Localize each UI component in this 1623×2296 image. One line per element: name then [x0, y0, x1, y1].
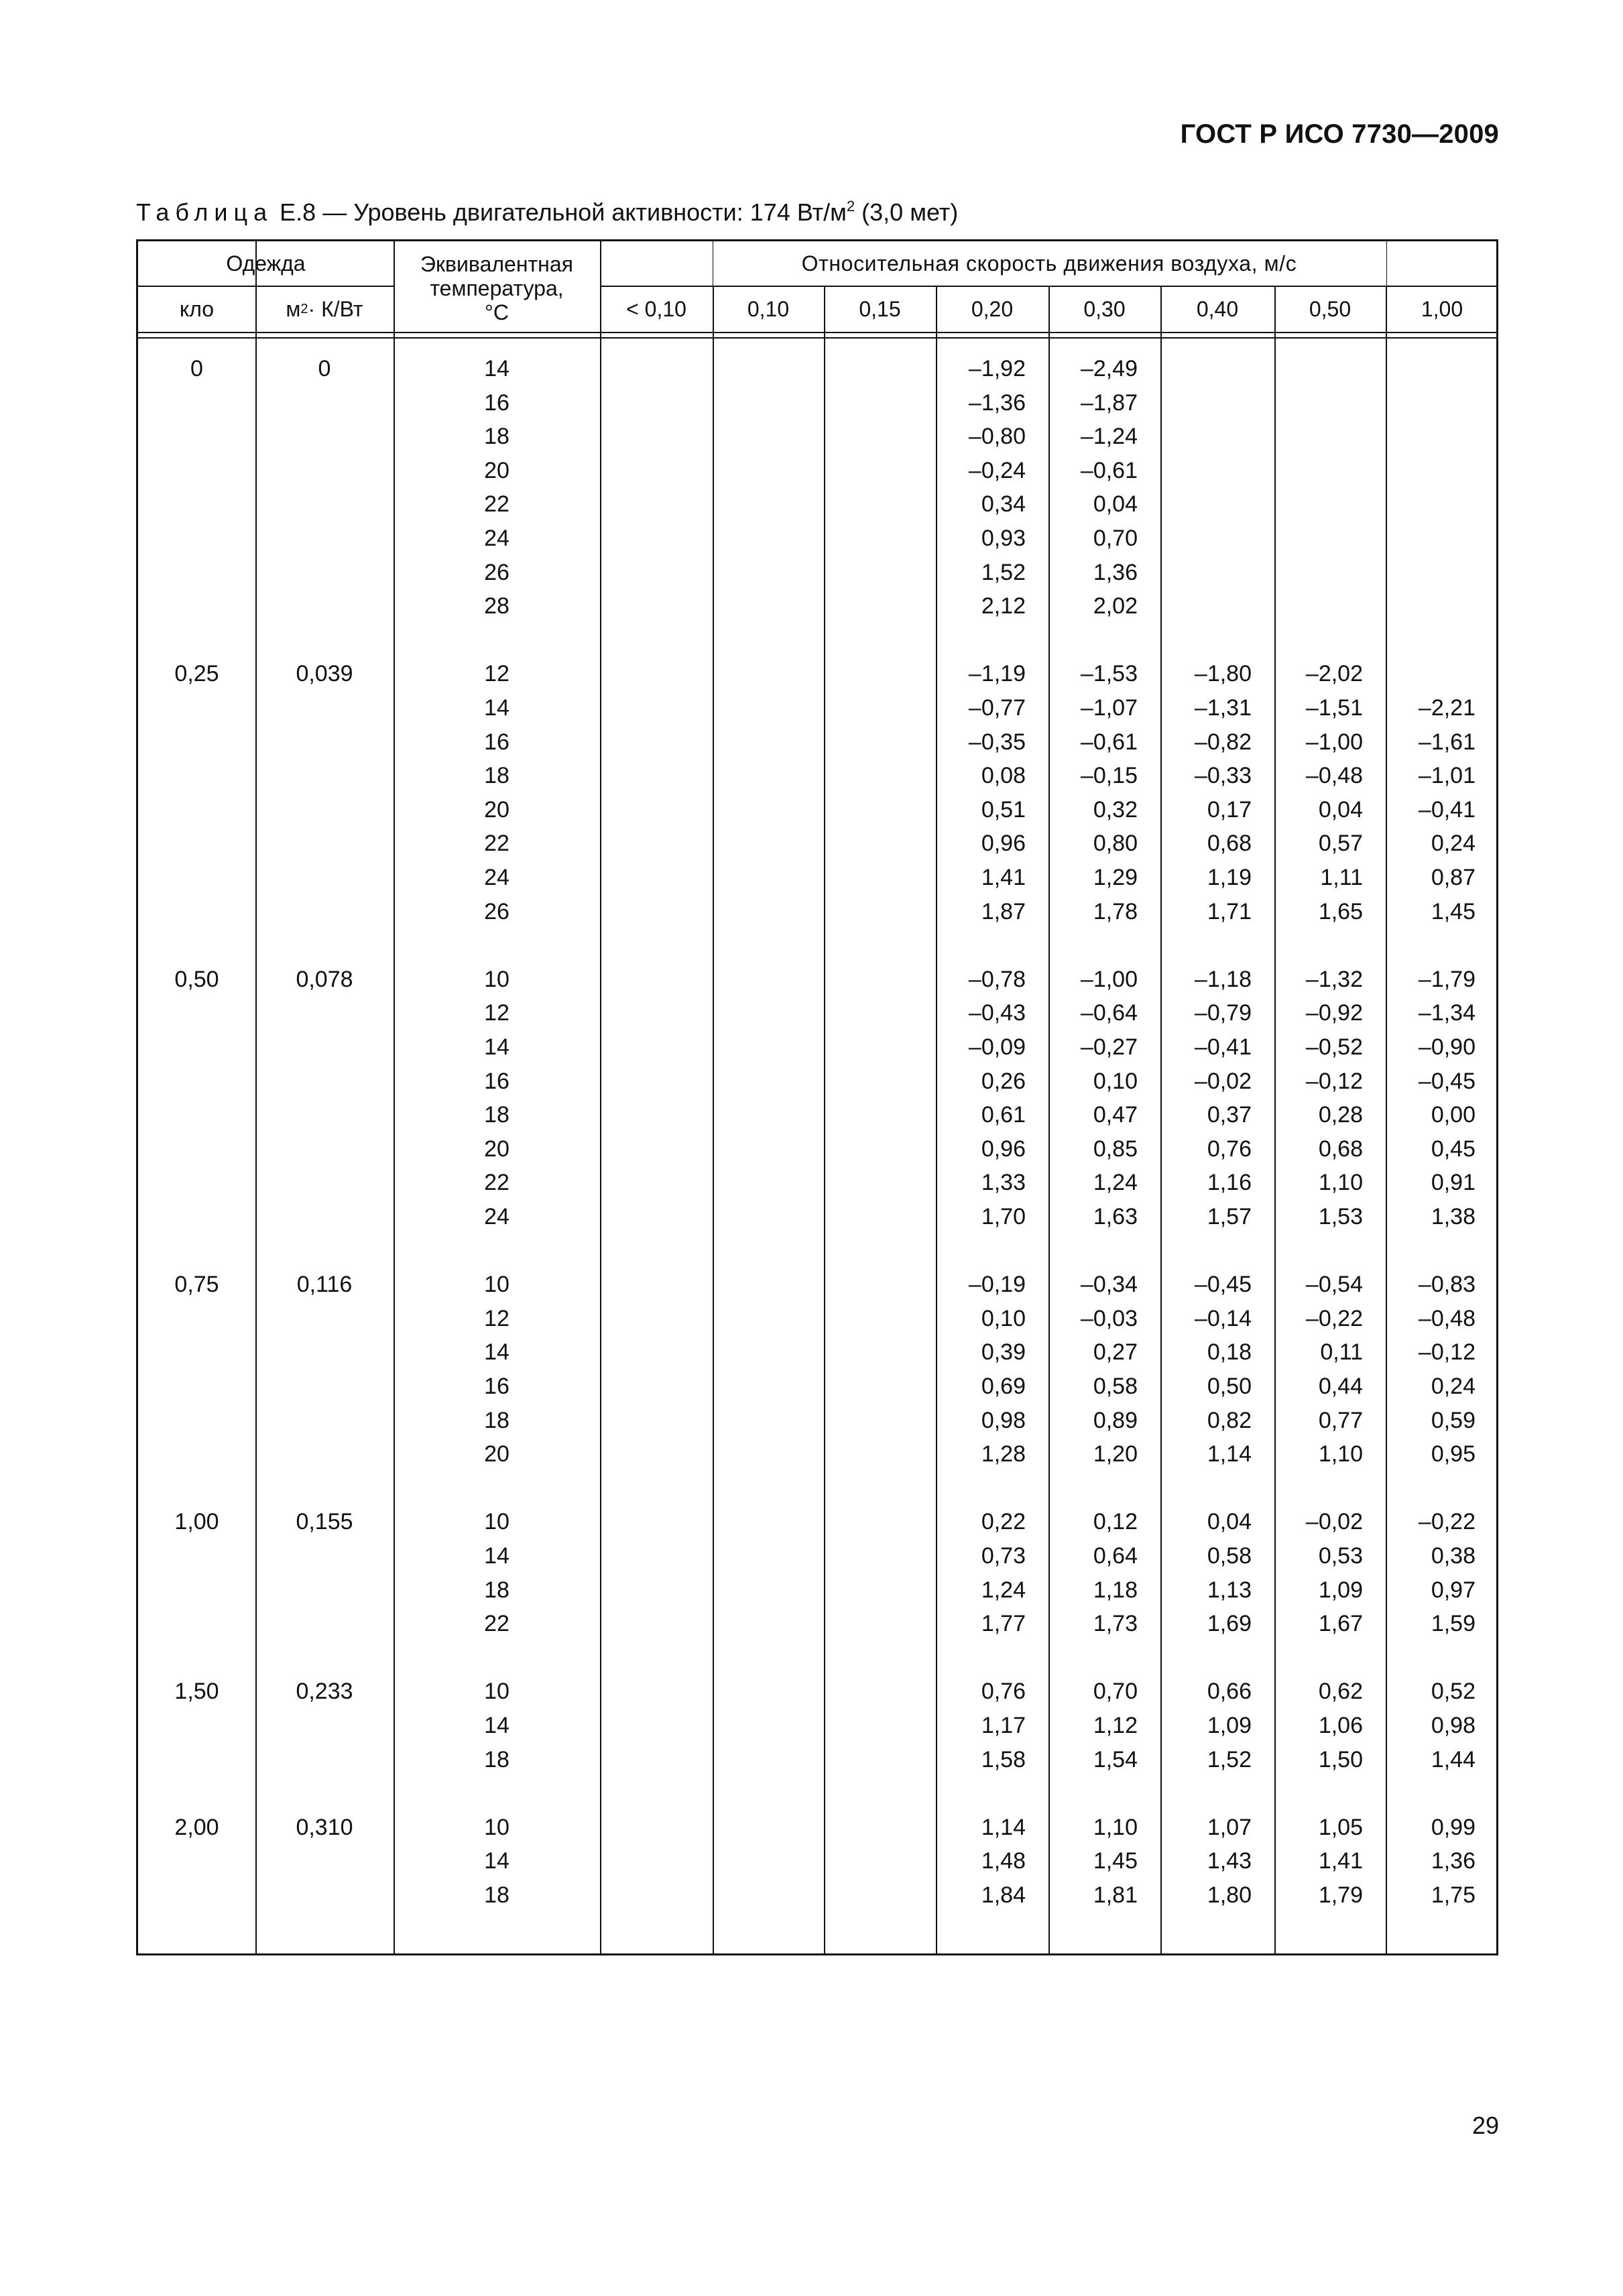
pmv-value: 0,47 — [1093, 1102, 1138, 1128]
pmv-value: 0,76 — [981, 1679, 1026, 1705]
pmv-value: 0,45 — [1431, 1136, 1476, 1162]
pmv-value: 0,98 — [981, 1407, 1026, 1433]
pmv-value: 1,65 — [1318, 898, 1363, 924]
pmv-value: –0,33 — [1194, 763, 1252, 789]
pmv-value: 0,95 — [1431, 1441, 1476, 1467]
temperature-value: 12 — [484, 1305, 509, 1331]
pmv-value: –1,61 — [1418, 729, 1476, 755]
pmv-value: 0,12 — [1093, 1509, 1138, 1535]
temperature-value: 14 — [484, 1543, 509, 1569]
pmv-value: 1,14 — [1207, 1441, 1252, 1467]
temperature-value: 20 — [484, 1136, 509, 1162]
header-speed: 0,15 — [859, 297, 901, 321]
pmv-value: 0,89 — [1093, 1407, 1138, 1433]
temperature-value: 18 — [484, 1407, 509, 1433]
pmv-value: 1,13 — [1207, 1577, 1252, 1603]
temperature-value: 18 — [484, 1746, 509, 1772]
temperature-value: 22 — [484, 491, 509, 518]
pmv-value: –1,92 — [968, 356, 1026, 381]
pmv-value: –1,31 — [1194, 694, 1252, 721]
pmv-value: –1,07 — [1080, 694, 1138, 721]
pmv-value: 1,41 — [1318, 1848, 1363, 1874]
pmv-value: 0,37 — [1207, 1102, 1252, 1128]
pmv-value: 1,48 — [981, 1848, 1026, 1874]
pmv-value: 1,17 — [981, 1712, 1026, 1738]
header-speed: 0,10 — [747, 297, 790, 321]
pmv-value: 1,07 — [1207, 1814, 1252, 1840]
pmv-value: 1,52 — [1207, 1746, 1252, 1772]
pmv-value: 0,53 — [1318, 1543, 1363, 1569]
pmv-value: 1,10 — [1318, 1441, 1363, 1467]
pmv-value: 0,08 — [981, 763, 1026, 789]
pmv-value: 1,53 — [1318, 1203, 1363, 1229]
pmv-value: 1,70 — [981, 1203, 1026, 1229]
pmv-value: 0,00 — [1431, 1102, 1476, 1128]
table-caption-label: Таблица — [136, 198, 274, 226]
header-clo: кло — [179, 297, 215, 321]
temperature-value: 18 — [484, 1882, 509, 1908]
pmv-value: 1,16 — [1207, 1170, 1252, 1196]
thermal-resistance-value: 0,116 — [296, 1272, 353, 1298]
pmv-value: 1,45 — [1093, 1848, 1138, 1874]
pmv-value: 1,81 — [1093, 1882, 1138, 1908]
pmv-value: 1,44 — [1431, 1746, 1476, 1772]
pmv-value: –1,24 — [1080, 424, 1138, 450]
header-clothing: Одежда — [226, 251, 306, 276]
pmv-value: 1,79 — [1318, 1882, 1363, 1908]
header-air-speed: Относительная скорость движения воздуха, м/с — [801, 251, 1297, 276]
temperature-value: 16 — [484, 389, 509, 416]
pmv-value: 1,77 — [981, 1611, 1026, 1637]
pmv-value: 0,32 — [1093, 796, 1138, 823]
temperature-value: 20 — [484, 796, 509, 823]
temperature-value: 24 — [484, 864, 509, 890]
temperature-value: 24 — [484, 526, 509, 551]
pmv-value: 1,52 — [981, 559, 1026, 585]
pmv-value: 2,12 — [981, 593, 1026, 619]
pmv-value: 0,61 — [981, 1102, 1026, 1128]
thermal-resistance-value: 0,039 — [296, 661, 353, 687]
pmv-value: –1,36 — [968, 389, 1026, 416]
pmv-value: –0,41 — [1418, 796, 1476, 823]
pmv-value: 1,06 — [1318, 1712, 1363, 1738]
temperature-value: 12 — [484, 661, 509, 687]
pmv-value: 0,39 — [981, 1339, 1026, 1366]
header-speed: 0,20 — [971, 297, 1014, 321]
temperature-value: 14 — [484, 356, 509, 381]
temperature-value: 26 — [484, 559, 509, 585]
pmv-value: –0,83 — [1418, 1272, 1476, 1298]
thermal-resistance-value: 0,155 — [296, 1509, 353, 1535]
pmv-value: 1,73 — [1093, 1611, 1138, 1637]
pmv-value: 0,68 — [1318, 1136, 1363, 1162]
clo-value: 2,00 — [174, 1814, 219, 1840]
pmv-value: 1,54 — [1093, 1746, 1138, 1772]
pmv-value: 1,28 — [981, 1441, 1026, 1467]
pmv-value: –0,43 — [968, 1000, 1026, 1026]
pmv-value: –0,61 — [1080, 729, 1138, 755]
pmv-value: 0,77 — [1318, 1407, 1363, 1433]
pmv-value: 1,41 — [981, 864, 1026, 890]
pmv-value: 0,80 — [1093, 831, 1138, 857]
pmv-value: 0,24 — [1431, 831, 1476, 857]
pmv-value: 1,12 — [1093, 1712, 1138, 1738]
pmv-value: 0,66 — [1207, 1679, 1252, 1705]
temperature-value: 22 — [484, 831, 509, 857]
table-caption — [136, 198, 958, 227]
pmv-value: –1,80 — [1194, 661, 1252, 687]
clo-value: 1,00 — [174, 1509, 219, 1535]
pmv-value: 2,02 — [1093, 593, 1138, 619]
pmv-value: 1,69 — [1207, 1611, 1252, 1637]
pmv-value: 0,97 — [1431, 1577, 1476, 1603]
pmv-value: 0,22 — [981, 1509, 1026, 1535]
thermal-resistance-value: 0 — [318, 356, 331, 381]
pmv-value: –0,35 — [968, 729, 1026, 755]
pmv-value: 1,87 — [981, 898, 1026, 924]
clo-value: 0,25 — [174, 661, 219, 687]
pmv-value: 0,91 — [1431, 1170, 1476, 1196]
pmv-value: –0,45 — [1194, 1272, 1252, 1298]
pmv-value: 1,36 — [1431, 1848, 1476, 1874]
thermal-resistance-value: 0,078 — [296, 966, 353, 992]
temperature-value: 18 — [484, 1102, 509, 1128]
temperature-value: 28 — [484, 593, 509, 619]
pmv-value: 1,11 — [1320, 864, 1363, 890]
pmv-value: 0,17 — [1207, 796, 1252, 823]
clo-value: 0,75 — [174, 1272, 219, 1298]
temperature-value: 14 — [484, 1848, 509, 1874]
pmv-value: –0,24 — [968, 457, 1026, 483]
pmv-value: 1,78 — [1093, 898, 1138, 924]
pmv-value: 1,29 — [1093, 864, 1138, 890]
pmv-value: 1,57 — [1207, 1203, 1252, 1229]
pmv-value: –0,22 — [1418, 1509, 1476, 1535]
pmv-value: 1,18 — [1093, 1577, 1138, 1603]
pmv-value: 1,20 — [1093, 1441, 1138, 1467]
pmv-value: 0,96 — [981, 1136, 1026, 1162]
pmv-value: –0,41 — [1194, 1034, 1252, 1060]
pmv-value: 1,43 — [1207, 1848, 1252, 1874]
pmv-value: –0,45 — [1418, 1068, 1476, 1094]
table-caption-text: Е.8 — Уровень двигательной активности: 174 Вт/м — [280, 198, 847, 226]
temperature-value: 20 — [484, 1441, 509, 1467]
pmv-value: –1,51 — [1305, 694, 1363, 721]
pmv-value: 0,99 — [1431, 1814, 1476, 1840]
pmv-value: –1,87 — [1080, 389, 1138, 416]
document-code: ГОСТ Р ИСО 7730—2009 — [1180, 119, 1499, 149]
table-caption-sup: 2 — [846, 198, 855, 215]
pmv-value: –1,19 — [968, 661, 1026, 687]
pmv-value: –1,53 — [1080, 661, 1138, 687]
col-divider — [600, 241, 601, 1953]
pmv-value: 0,51 — [981, 796, 1026, 823]
temperature-value: 10 — [484, 1272, 509, 1298]
pmv-value: 0,69 — [981, 1373, 1026, 1399]
pmv-value: –2,02 — [1305, 661, 1363, 687]
pmv-value: 1,59 — [1431, 1611, 1476, 1637]
pmv-value: –0,80 — [968, 424, 1026, 450]
header-temp-line2: температура, — [430, 276, 564, 300]
temperature-value: 14 — [484, 1339, 509, 1366]
pmv-value: 1,05 — [1318, 1814, 1363, 1840]
pmv-value: 0,44 — [1318, 1373, 1363, 1399]
pmv-value: –0,90 — [1418, 1034, 1476, 1060]
comfort-table — [136, 239, 1498, 1955]
pmv-value: 1,33 — [981, 1170, 1026, 1196]
temperature-value: 18 — [484, 763, 509, 789]
pmv-value: –1,18 — [1194, 966, 1252, 992]
pmv-value: 0,27 — [1093, 1339, 1138, 1366]
clo-value: 1,50 — [174, 1679, 219, 1705]
pmv-value: 1,75 — [1431, 1882, 1476, 1908]
temperature-value: 16 — [484, 1068, 509, 1094]
pmv-value: 1,24 — [1093, 1170, 1138, 1196]
pmv-value: 0,73 — [981, 1543, 1026, 1569]
pmv-value: –0,14 — [1194, 1305, 1252, 1331]
pmv-value: –0,82 — [1194, 729, 1252, 755]
pmv-value: 1,71 — [1207, 898, 1252, 924]
pmv-value: 1,67 — [1318, 1611, 1363, 1637]
pmv-value: 0,82 — [1207, 1407, 1252, 1433]
pmv-value: 0,87 — [1431, 864, 1476, 890]
pmv-value: 1,63 — [1093, 1203, 1138, 1229]
pmv-value: 1,10 — [1093, 1814, 1138, 1840]
pmv-value: 0,04 — [1207, 1509, 1252, 1535]
pmv-value: –0,92 — [1305, 1000, 1363, 1026]
header-rule-double — [138, 337, 1496, 339]
pmv-value: –0,52 — [1305, 1034, 1363, 1060]
pmv-value: –0,48 — [1418, 1305, 1476, 1331]
pmv-value: 1,80 — [1207, 1882, 1252, 1908]
temperature-value: 10 — [484, 1509, 509, 1535]
pmv-value: –2,21 — [1418, 694, 1476, 721]
pmv-value: –1,34 — [1418, 1000, 1476, 1026]
pmv-value: 0,93 — [981, 526, 1026, 551]
pmv-value: –0,48 — [1305, 763, 1363, 789]
pmv-value: 0,70 — [1093, 1679, 1138, 1705]
pmv-value: –1,01 — [1418, 763, 1476, 789]
pmv-value: 0,76 — [1207, 1136, 1252, 1162]
pmv-value: 0,64 — [1093, 1543, 1138, 1569]
pmv-value: 0,04 — [1093, 491, 1138, 518]
page-number: 29 — [1471, 2112, 1499, 2139]
pmv-value: 0,11 — [1320, 1339, 1363, 1366]
clo-value: 0,50 — [174, 966, 219, 992]
header-speed: 0,40 — [1196, 297, 1239, 321]
temperature-value: 14 — [484, 1712, 509, 1738]
pmv-value: –0,02 — [1194, 1068, 1252, 1094]
pmv-value: 1,58 — [981, 1746, 1026, 1772]
clo-value: 0 — [190, 356, 203, 381]
header-unit-base: м — [286, 297, 301, 321]
pmv-value: –0,12 — [1418, 1339, 1476, 1366]
pmv-value: 0,96 — [981, 831, 1026, 857]
pmv-value: –0,12 — [1305, 1068, 1363, 1094]
header-thermal-resistance: м 2 · К/Вт — [286, 297, 363, 321]
pmv-value: –0,77 — [968, 694, 1026, 721]
pmv-value: 1,38 — [1431, 1203, 1476, 1229]
pmv-value: 1,09 — [1318, 1577, 1363, 1603]
pmv-value: 0,68 — [1207, 831, 1252, 857]
pmv-value: –0,09 — [968, 1034, 1026, 1060]
temperature-value: 14 — [484, 694, 509, 721]
pmv-value: –0,22 — [1305, 1305, 1363, 1331]
pmv-value: –0,79 — [1194, 1000, 1252, 1026]
temperature-value: 20 — [484, 457, 509, 483]
header-temp-line1: Эквивалентная — [420, 252, 573, 276]
header-speed: 1,00 — [1421, 297, 1463, 321]
pmv-value: 1,24 — [981, 1577, 1026, 1603]
pmv-value: –1,00 — [1080, 966, 1138, 992]
header-temp-line3: °С — [485, 300, 509, 324]
pmv-value: 0,98 — [1431, 1712, 1476, 1738]
temperature-value: 12 — [484, 1000, 509, 1026]
pmv-value: 1,09 — [1207, 1712, 1252, 1738]
header-unit-rest: · К/Вт — [308, 297, 363, 321]
pmv-value: 0,10 — [1093, 1068, 1138, 1094]
pmv-value: 0,52 — [1431, 1679, 1476, 1705]
header-speed: 0,30 — [1083, 297, 1126, 321]
pmv-value: 0,50 — [1207, 1373, 1252, 1399]
col-divider — [713, 241, 714, 1953]
pmv-value: 0,34 — [981, 491, 1026, 518]
pmv-value: –0,02 — [1305, 1509, 1363, 1535]
pmv-value: 0,28 — [1318, 1102, 1363, 1128]
temperature-value: 10 — [484, 1814, 509, 1840]
pmv-value: 0,18 — [1207, 1339, 1252, 1366]
pmv-value: –1,32 — [1305, 966, 1363, 992]
pmv-value: 1,50 — [1318, 1746, 1363, 1772]
pmv-value: –0,03 — [1080, 1305, 1138, 1331]
pmv-value: –0,27 — [1080, 1034, 1138, 1060]
pmv-value: 0,10 — [981, 1305, 1026, 1331]
pmv-value: 0,57 — [1318, 831, 1363, 857]
temperature-value: 22 — [484, 1170, 509, 1196]
pmv-value: 0,85 — [1093, 1136, 1138, 1162]
temperature-value: 16 — [484, 729, 509, 755]
pmv-value: –0,54 — [1305, 1272, 1363, 1298]
pmv-value: 1,14 — [981, 1814, 1026, 1840]
pmv-value: 0,58 — [1207, 1543, 1252, 1569]
temperature-value: 14 — [484, 1034, 509, 1060]
pmv-value: –0,78 — [968, 966, 1026, 992]
pmv-value: 1,36 — [1093, 559, 1138, 585]
pmv-value: 0,26 — [981, 1068, 1026, 1094]
pmv-value: 0,70 — [1093, 526, 1138, 551]
table-caption-tail: (3,0 мет) — [855, 198, 959, 226]
header-speed: 0,50 — [1309, 297, 1351, 321]
col-divider — [824, 241, 825, 1953]
temperature-value: 16 — [484, 1373, 509, 1399]
pmv-value: –2,49 — [1080, 356, 1138, 381]
pmv-value: 0,62 — [1318, 1679, 1363, 1705]
pmv-value: 1,45 — [1431, 898, 1476, 924]
pmv-value: 0,59 — [1431, 1407, 1476, 1433]
pmv-value: 1,19 — [1207, 864, 1252, 890]
temperature-value: 18 — [484, 424, 509, 450]
pmv-value: –0,34 — [1080, 1272, 1138, 1298]
temperature-value: 10 — [484, 966, 509, 992]
pmv-value: 0,04 — [1318, 796, 1363, 823]
temperature-value: 10 — [484, 1679, 509, 1705]
header-speed: < 0,10 — [626, 297, 686, 321]
pmv-value: 0,58 — [1093, 1373, 1138, 1399]
pmv-value: –1,00 — [1305, 729, 1363, 755]
thermal-resistance-value: 0,310 — [296, 1814, 353, 1840]
temperature-value: 24 — [484, 1203, 509, 1229]
pmv-value: –1,79 — [1418, 966, 1476, 992]
pmv-value: –0,19 — [968, 1272, 1026, 1298]
pmv-value: 1,10 — [1318, 1170, 1363, 1196]
pmv-value: –0,61 — [1080, 457, 1138, 483]
pmv-value: 1,84 — [981, 1882, 1026, 1908]
temperature-value: 26 — [484, 898, 509, 924]
thermal-resistance-value: 0,233 — [296, 1679, 353, 1705]
temperature-value: 22 — [484, 1611, 509, 1637]
pmv-value: –0,15 — [1080, 763, 1138, 789]
pmv-value: –0,64 — [1080, 1000, 1138, 1026]
pmv-value: 0,24 — [1431, 1373, 1476, 1399]
temperature-value: 18 — [484, 1577, 509, 1603]
header-temperature — [394, 244, 600, 333]
pmv-value: 0,38 — [1431, 1543, 1476, 1569]
